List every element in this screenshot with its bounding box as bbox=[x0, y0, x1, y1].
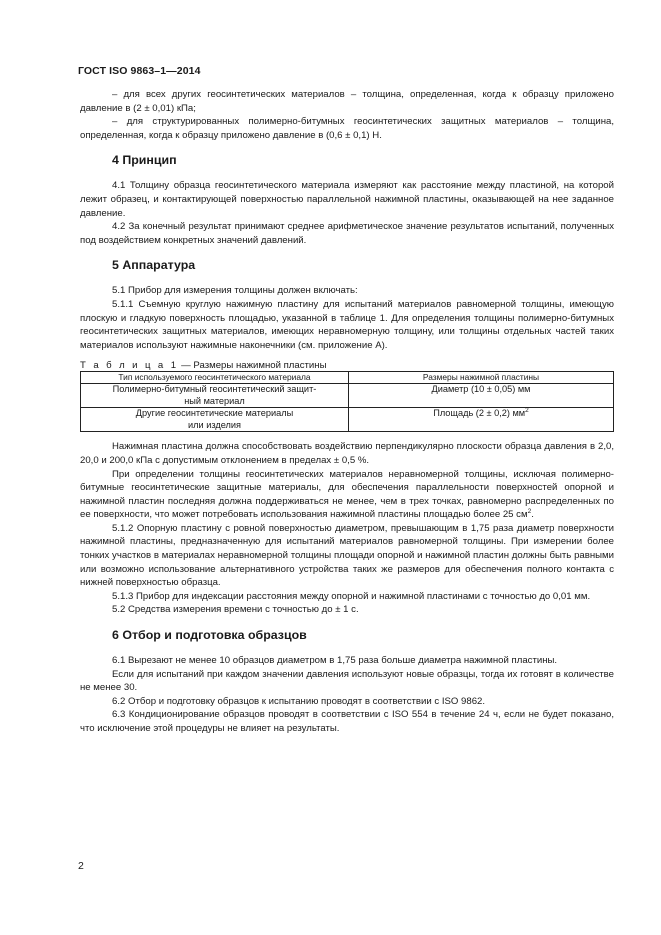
document-header: ГОСТ ISO 9863–1—2014 bbox=[78, 65, 201, 77]
section-5-title: 5 Аппаратура bbox=[112, 258, 196, 273]
section-6-paragraph-1: 6.1 Вырезают не менее 10 образцов диаметром в 1,75 раза больше диаметра нажимной пластины. bbox=[112, 655, 558, 667]
size-value: Площадь (2 ± 0,2) мм bbox=[433, 408, 526, 419]
section-6-paragraph-4: 6.3 Кондиционирование образцов проводят в соответствии с ISO 554 в течение 24 ч, если не будет показано, что исключение этой процедуры не влияет на результаты. bbox=[80, 709, 614, 734]
pressure-plate-table bbox=[80, 371, 614, 432]
material-line-2: или изделия bbox=[188, 419, 241, 430]
section-5-paragraph-2: 5.1.1 Съемную круглую нажимную пластину для испытаний материалов равномерной толщины, имеющую плоскую и гладкую поверхность площадью, указанной в таблице 1. Для определения толщины полимерно-битумных геосинтетических защитных материалов, имеющих неравномерную толщину, или толщины отдельных частей таких материалов используют нажимные наконечники (см. приложение А). bbox=[80, 298, 614, 351]
table-row bbox=[81, 408, 614, 432]
size-value: Диаметр (10 ± 0,05) мм bbox=[431, 384, 531, 395]
table-header-material: Тип используемого геосинтетического материала bbox=[81, 372, 349, 384]
table-header-size: Размеры нажимной пластины bbox=[349, 372, 614, 384]
table-cell-material bbox=[81, 384, 349, 408]
document-body bbox=[80, 88, 614, 736]
section-4-title: 4 Принцип bbox=[112, 153, 177, 168]
material-line-2: ный материал bbox=[184, 395, 245, 406]
table-cell-size bbox=[349, 384, 614, 408]
section-5-paragraph-4 bbox=[80, 468, 614, 522]
paragraph-4-text: При определении толщины геосинтетических материалов неравномерной толщины, исключая полимерно-битумные геосинтетические защитные материалы, для обеспечения параллельности поверхностей опорной и нажимной пластин последняя должна поддерживаться не менее, чем в трех точках, равномерно распределенных по ее поверхности, что может потребовать использования нажимной пластины площадью более 25 см bbox=[80, 468, 614, 521]
section-6-paragraph-2: Если для испытаний при каждом значении давления используют новые образцы, тогда их готовят в количестве не менее 30. bbox=[80, 668, 614, 694]
section-5-paragraph-7: 5.2 Средства измерения времени с точностью до ± 1 с. bbox=[112, 604, 359, 616]
section-4-paragraph-1: 4.1 Толщину образца геосинтетического материала измеряют как расстояние между пластиной, на которой лежит образец, и контактирующей поверхностью параллельной нажимной пластины, оказывающей на нее заданное давление. bbox=[80, 180, 614, 219]
paragraph-4-end: . bbox=[531, 509, 534, 521]
section-5-paragraph-3: Нажимная пластина должна способствовать воздействию перпендикулярно плоскости образца давления в 2,0, 20,0 и 200,0 кПа с допустимым отклонением в пределах ± 0,5 %. bbox=[80, 441, 614, 466]
table-caption-text: — Размеры нажимной пластины bbox=[178, 360, 327, 372]
size-superscript: 2 bbox=[525, 407, 529, 415]
table-caption-label: Т а б л и ц а 1 bbox=[80, 360, 179, 372]
intro-paragraph-2: – для структурированных полимерно-битумных геосинтетических защитных материалов – толщина, определенная, когда к образцу приложено давление в (0,6 ± 0,1) Н. bbox=[80, 116, 614, 141]
table-cell-material bbox=[81, 408, 349, 432]
section-5-paragraph-5: 5.1.2 Опорную пластину с ровной поверхностью диаметром, превышающим в 1,75 раза диаметр поверхности нажимной пластины, предназначенную для испытаний материалов равномерной толщины. При измерении более тонких участков в материалах неравномерной толщины площади опорной и нажимной пластин должны быть равными или возможно использование альтернативного устройства таких же размеров для обеспечения полного контакта с нижней поверхностью образца. bbox=[80, 522, 614, 589]
material-line-1: Другие геосинтетические материалы bbox=[135, 408, 294, 419]
table-row bbox=[81, 384, 614, 408]
table-header-row bbox=[81, 372, 614, 384]
table-cell-size bbox=[349, 408, 614, 432]
section-5-paragraph-6: 5.1.3 Прибор для индексации расстояния между опорной и нажимной пластинами с точностью до 0,01 мм. bbox=[112, 590, 591, 602]
section-4-paragraph-2: 4.2 За конечный результат принимают среднее арифметическое значение результатов испытаний, полученных под воздействием конкретных значений давлений. bbox=[80, 221, 614, 246]
section-5-paragraph-1: 5.1 Прибор для измерения толщины должен включать: bbox=[112, 285, 358, 297]
section-6-paragraph-3: 6.2 Отбор и подготовку образцов к испытанию проводят в соответствии с ISO 9862. bbox=[112, 695, 486, 707]
paragraph-4-superscript: 2 bbox=[527, 508, 532, 516]
page-number: 2 bbox=[78, 860, 84, 872]
intro-paragraph-1: – для всех других геосинтетических материалов – толщина, определенная, когда к образцу приложено давление в (2 ± 0,01) кПа; bbox=[80, 89, 614, 114]
material-line-1: Полимерно-битумный геосинтетический защит- bbox=[112, 384, 317, 395]
section-6-title: 6 Отбор и подготовка образцов bbox=[112, 628, 307, 643]
table-caption bbox=[80, 360, 614, 371]
